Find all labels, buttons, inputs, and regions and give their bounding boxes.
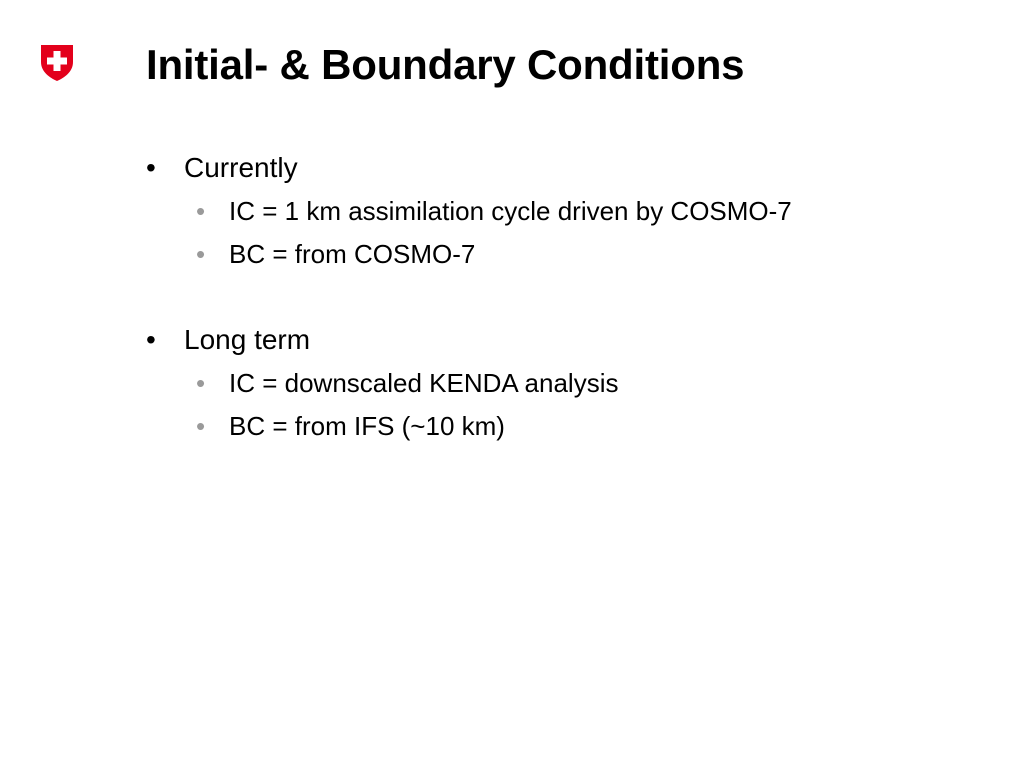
bullet-icon: • bbox=[146, 152, 156, 183]
bullet-text: BC = from COSMO-7 bbox=[229, 239, 476, 269]
bullet-icon: • bbox=[196, 196, 206, 226]
bullet-icon: • bbox=[196, 411, 206, 441]
bullet-icon: • bbox=[196, 239, 206, 269]
section-heading: Currently bbox=[184, 152, 298, 183]
section-heading: Long term bbox=[184, 324, 311, 355]
bullet-text: BC = from IFS (~10 km) bbox=[229, 411, 505, 441]
bullet-text: IC = 1 km assimilation cycle driven by COSMO-7 bbox=[229, 196, 792, 226]
bullet-icon: • bbox=[146, 324, 156, 355]
bullet-text: IC = downscaled KENDA analysis bbox=[229, 368, 619, 398]
swiss-shield-logo bbox=[40, 44, 74, 82]
bullet-icon: • bbox=[196, 368, 206, 398]
slide-title: Initial- & Boundary Conditions bbox=[146, 41, 745, 88]
cross-horizontal bbox=[47, 58, 67, 65]
